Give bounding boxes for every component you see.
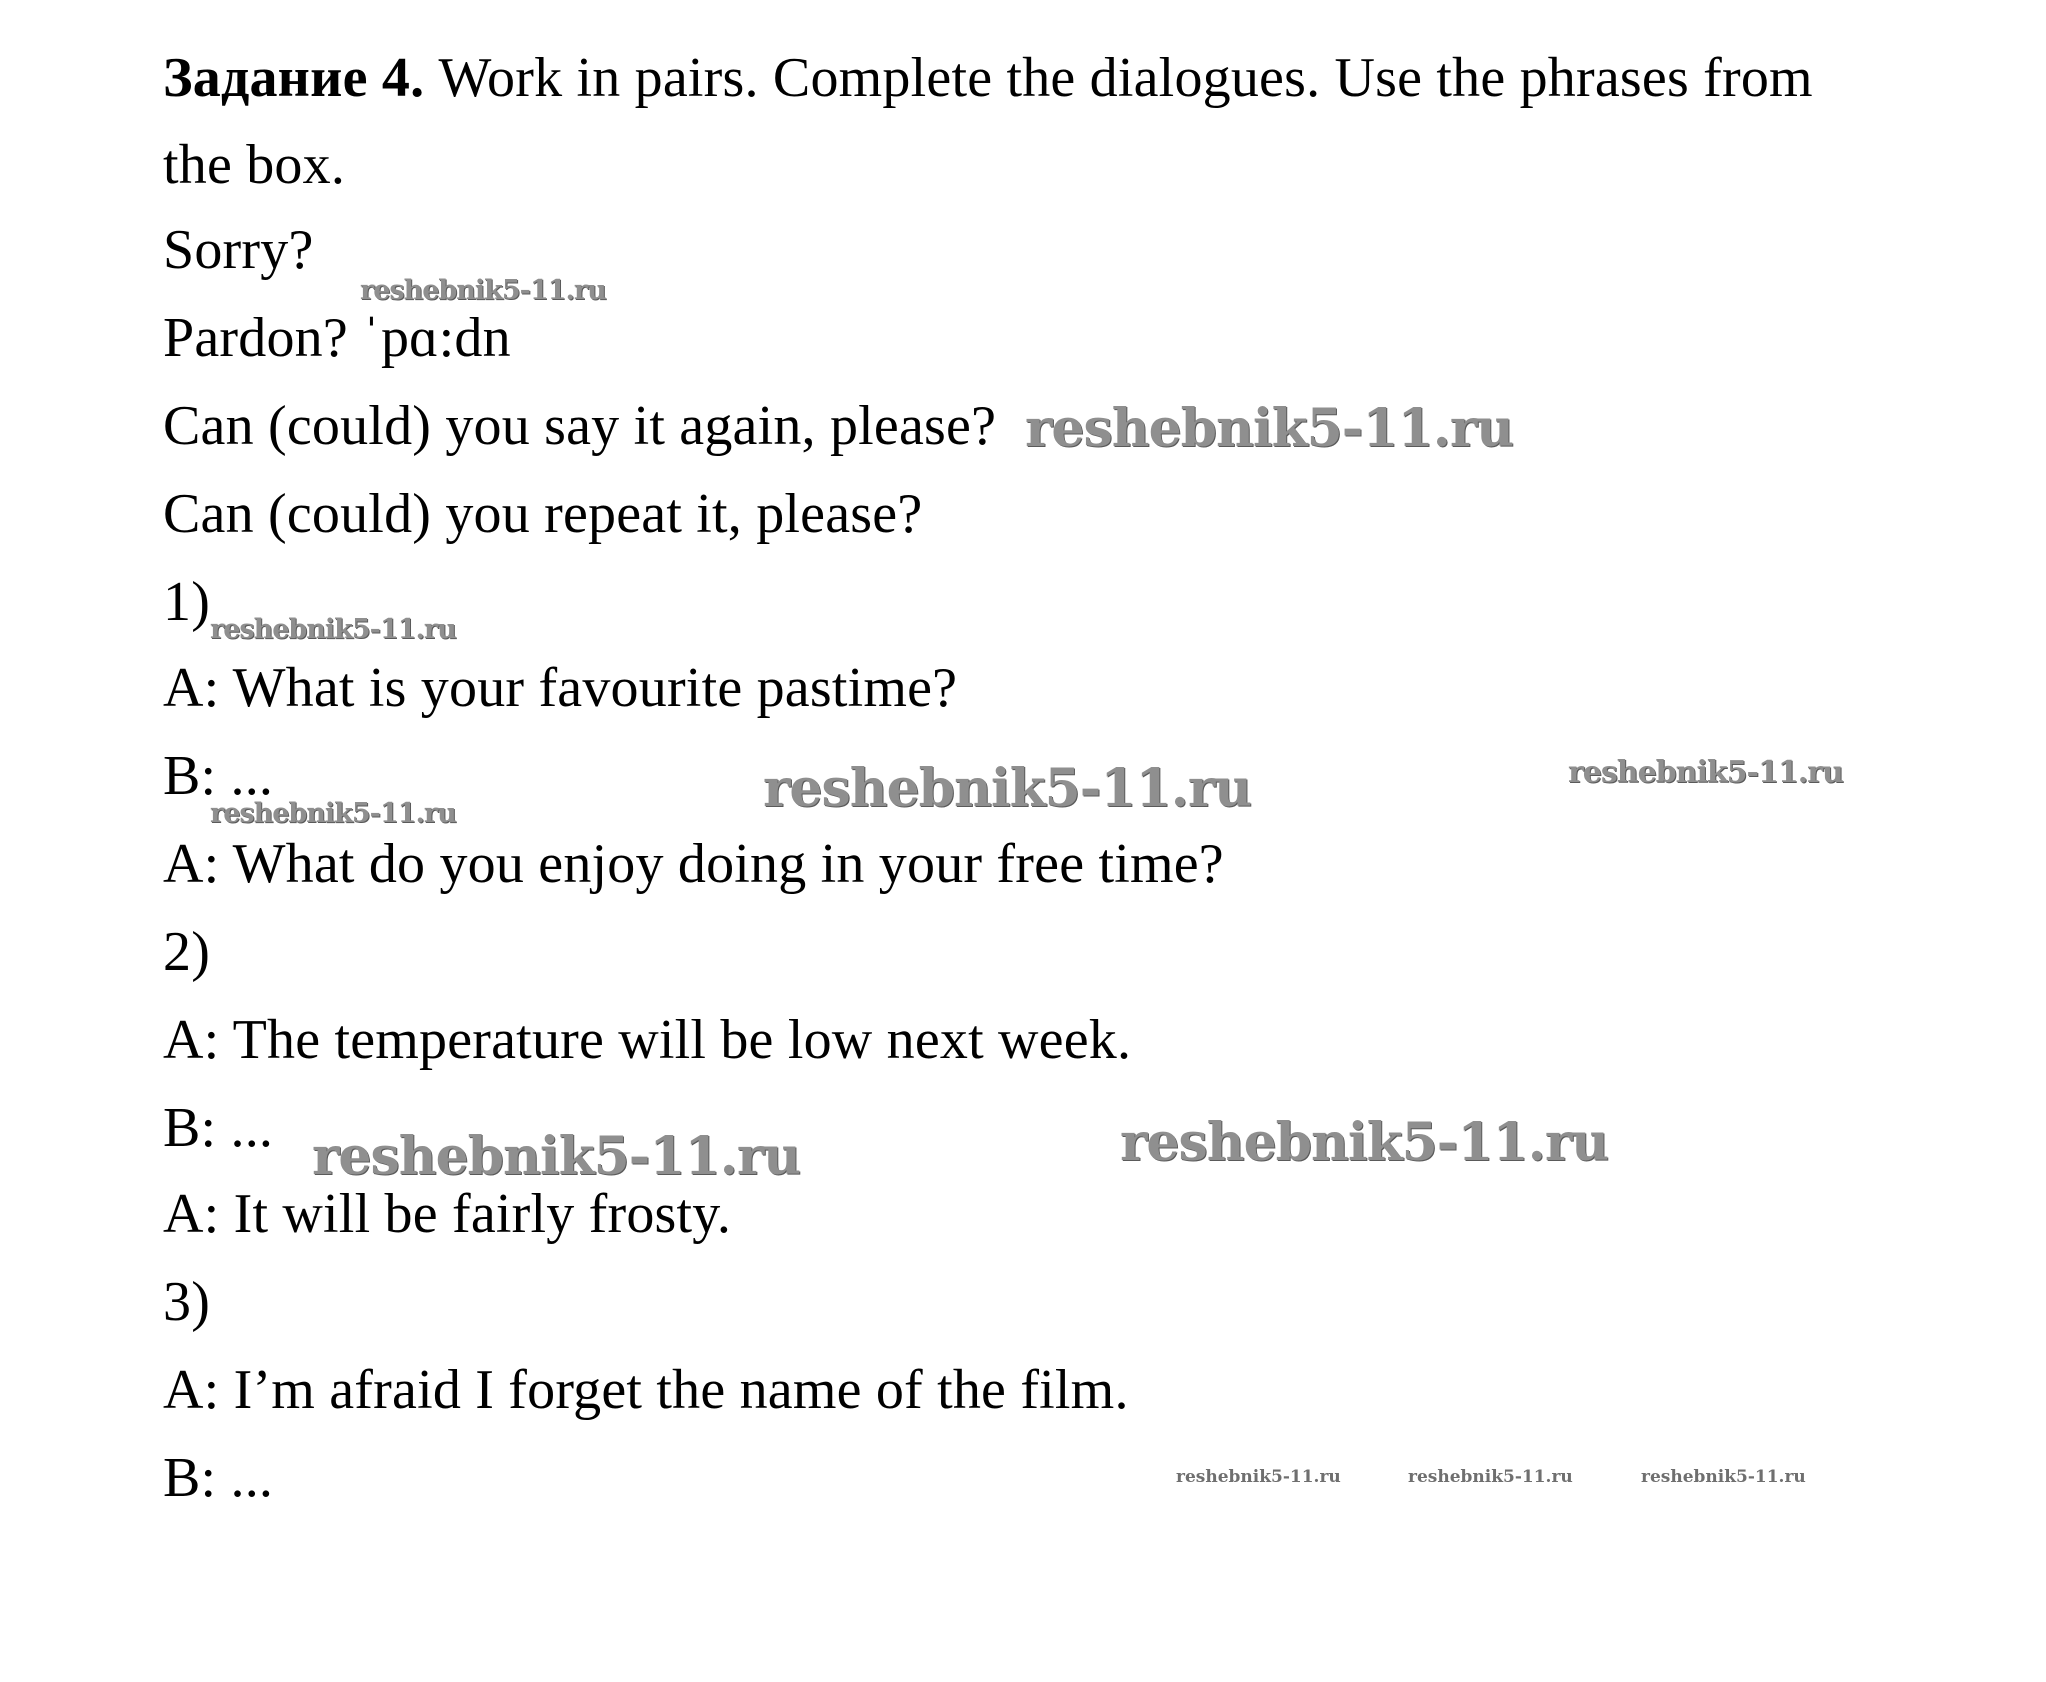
- dialogue-2-line-3: A: It will be fairly frosty.: [163, 1183, 732, 1245]
- watermark: reshebnik5-11.ru: [1408, 1467, 1573, 1487]
- task-heading: [163, 47, 1813, 109]
- dialogue-3-line-1: A: I’m afraid I forget the name of the film.: [163, 1359, 1129, 1421]
- task-instruction-continued: the box.: [163, 134, 346, 196]
- watermark: reshebnik5-11.ru: [1120, 1112, 1609, 1173]
- phrase-pardon: Pardon? ˈpɑ:dn: [163, 307, 511, 369]
- dialogue-1-line-3: A: What do you enjoy doing in your free time?: [163, 833, 1224, 895]
- watermark: reshebnik5-11.ru: [1025, 398, 1514, 459]
- dialogue-1-number: 1): [163, 571, 211, 633]
- watermark: reshebnik5-11.ru: [1641, 1467, 1806, 1487]
- dialogue-1-line-1: A: What is your favourite pastime?: [163, 657, 958, 719]
- watermark: reshebnik5-11.ru: [312, 1126, 801, 1187]
- watermark: reshebnik5-11.ru: [210, 798, 456, 829]
- watermark: reshebnik5-11.ru: [360, 275, 606, 306]
- watermark: reshebnik5-11.ru: [210, 614, 456, 645]
- task-instruction: Work in pairs. Complete the dialogues. Use the phrases from: [438, 47, 1813, 109]
- dialogue-2-line-1: A: The temperature will be low next week.: [163, 1009, 1132, 1071]
- dialogue-3-line-2: B: ...: [163, 1447, 274, 1509]
- phrase-say-again: Can (could) you say it again, please?: [163, 395, 997, 457]
- watermark: reshebnik5-11.ru: [1176, 1467, 1341, 1487]
- phrase-sorry: Sorry?: [163, 219, 314, 281]
- dialogue-2-number: 2): [163, 921, 211, 983]
- watermark: reshebnik5-11.ru: [763, 758, 1252, 819]
- dialogue-3-number: 3): [163, 1271, 211, 1333]
- task-label: Задание 4.: [163, 47, 425, 109]
- dialogue-1-line-2: B: ...: [163, 745, 274, 807]
- dialogue-2-line-2: B: ...: [163, 1097, 274, 1159]
- phrase-repeat: Can (could) you repeat it, please?: [163, 483, 923, 545]
- watermark: reshebnik5-11.ru: [1568, 755, 1843, 790]
